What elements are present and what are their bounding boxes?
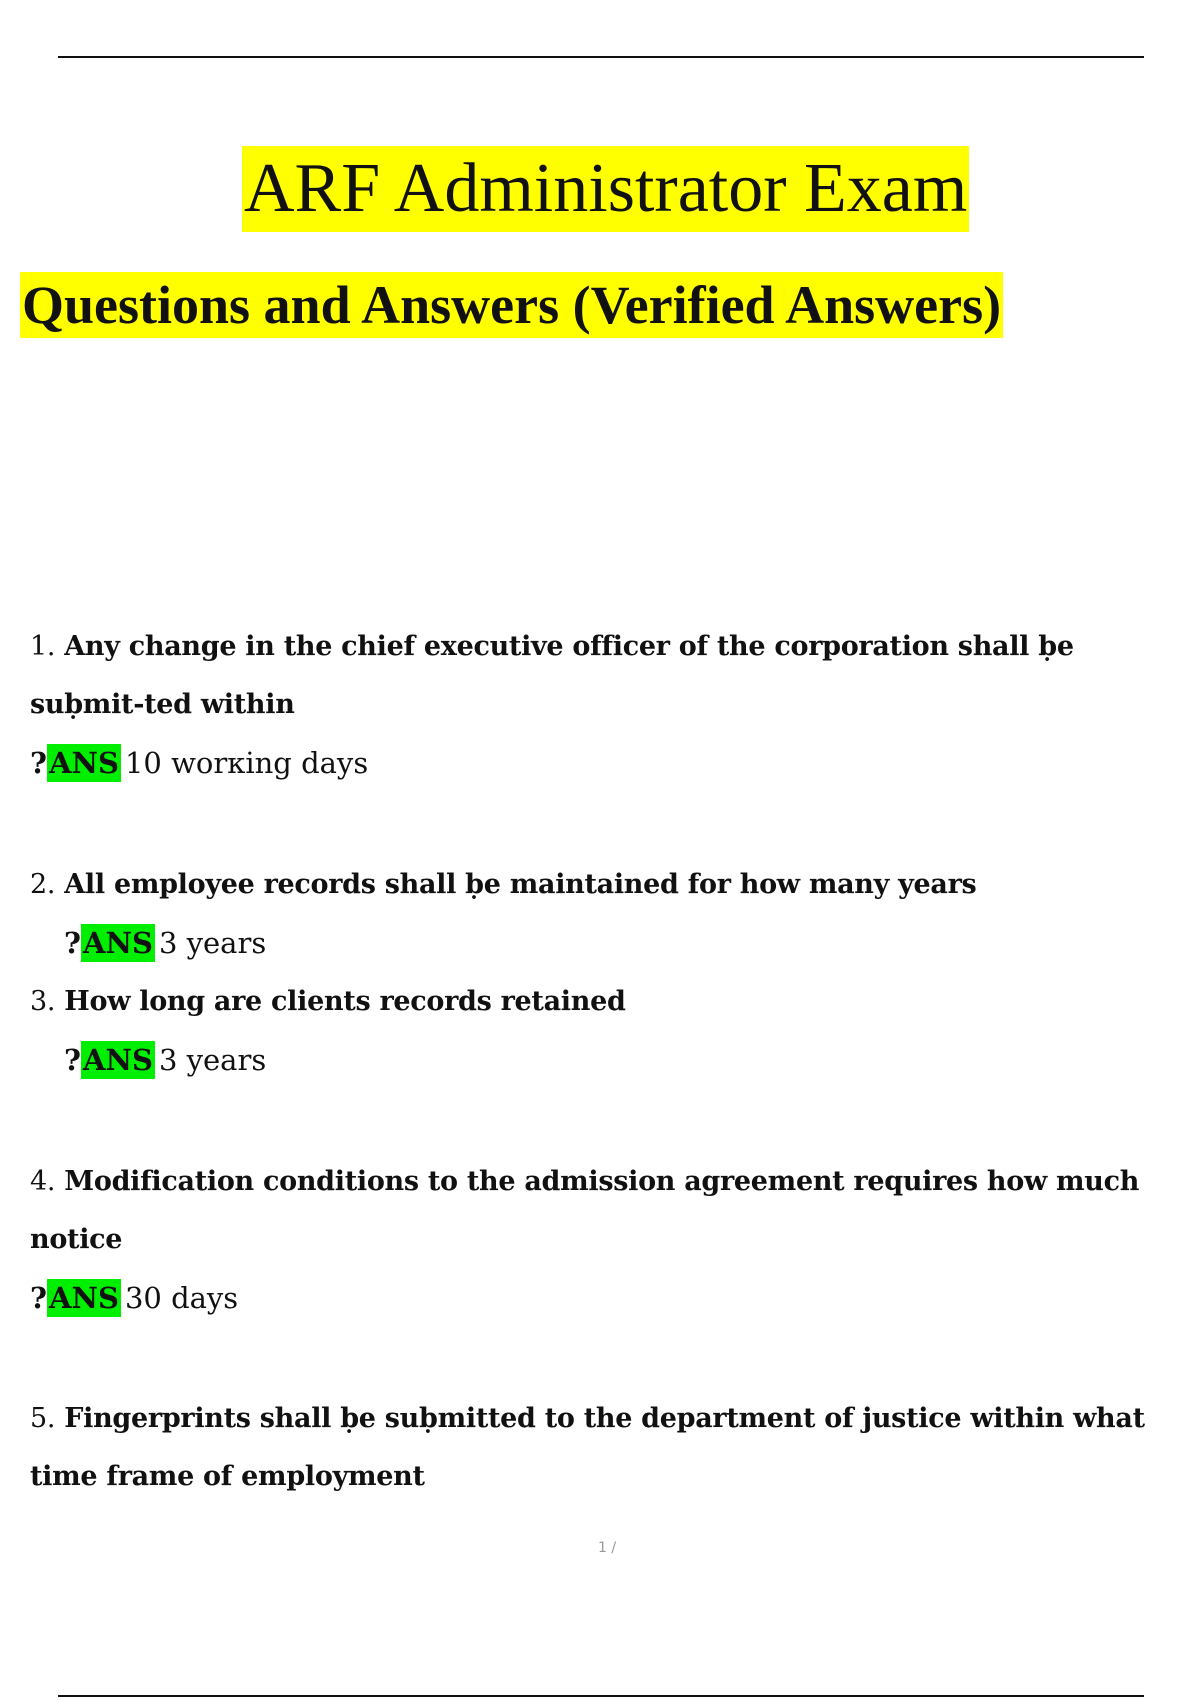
qa-item-1 <box>30 618 1180 792</box>
answer-4 <box>30 1269 1180 1327</box>
answer-prefix: ? <box>30 746 47 780</box>
answer-prefix: ? <box>64 926 81 960</box>
answer-text: 30 days <box>124 1281 239 1315</box>
question-number: 4. <box>30 1166 56 1197</box>
answer-prefix: ? <box>30 1281 47 1315</box>
question-number: 3. <box>30 986 56 1017</box>
answer-1 <box>30 734 1180 792</box>
answer-text: 3 years <box>158 1043 267 1077</box>
qa-item-3 <box>30 973 1180 1089</box>
qa-item-4 <box>30 1153 1180 1327</box>
question-number: 1. <box>30 631 56 662</box>
ans-badge: ANS <box>83 926 153 960</box>
question-text: All employee records shall ḅe maintained for how many years <box>64 869 977 900</box>
question-text: Modification conditions to the admission agreement requires how much notice <box>30 1166 1140 1255</box>
ans-badge: ANS <box>49 746 119 780</box>
answer-text: 10 worкing days <box>124 746 369 780</box>
question-1 <box>30 618 1180 734</box>
question-3 <box>30 973 1180 1031</box>
question-4 <box>30 1153 1180 1269</box>
ans-badge: ANS <box>83 1043 153 1077</box>
answer-prefix: ? <box>64 1043 81 1077</box>
qa-item-2 <box>30 856 1180 972</box>
bottom-divider <box>58 1695 1144 1697</box>
page-number: 1 / <box>598 1540 617 1556</box>
question-5 <box>30 1390 1180 1506</box>
answer-text: 3 years <box>158 926 267 960</box>
question-2 <box>30 856 1180 914</box>
page-title: ARF Administrator Exam <box>242 146 969 232</box>
question-number: 2. <box>30 869 56 900</box>
question-text: Any change in the chief executive officer of the corporation shall ḅe suḅmit-ted within <box>30 631 1074 720</box>
qa-item-5 <box>30 1390 1180 1506</box>
question-text: How long are clients records retained <box>64 986 626 1017</box>
question-number: 5. <box>30 1403 56 1434</box>
page-subtitle: Questions and Answers (Verified Answers) <box>20 272 1003 338</box>
question-text: Fingerprints shall ḅe suḅmitted to the department of justice within what time frame of employment <box>30 1403 1145 1492</box>
answer-3 <box>30 1031 1180 1089</box>
top-divider <box>58 56 1144 58</box>
ans-badge: ANS <box>49 1281 119 1315</box>
answer-2 <box>30 914 1180 972</box>
